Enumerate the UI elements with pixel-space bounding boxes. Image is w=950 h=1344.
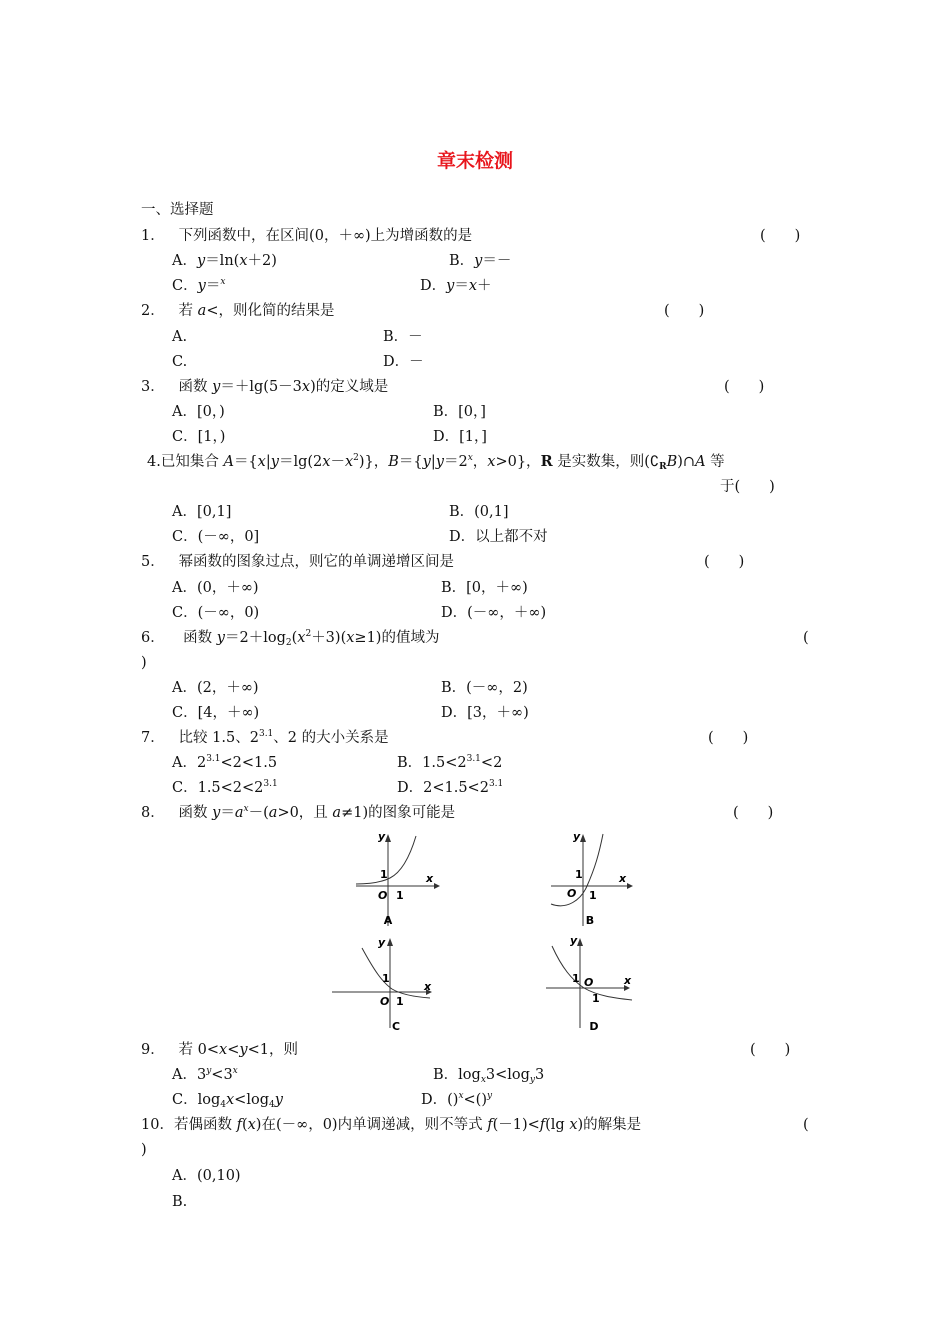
tick-y: 1 [382,972,390,985]
y-axis-label: y [378,830,386,843]
answer-paren-open: ( [803,630,809,646]
y-axis-label: y [378,936,386,949]
option-c: C．(－∞，0] [172,529,260,545]
tick-x: 1 [396,889,404,902]
graph-b-svg [545,830,635,930]
question-number: 5． [141,554,165,570]
option-c: C．$\log_4x<\log_4y$ [172,1092,283,1110]
graph-label: B [585,914,595,927]
x-axis-label: x [619,872,627,885]
answer-paren: 于( ) [720,479,775,495]
option-a: A．(2，＋∞) [172,680,259,696]
option-b: B．[0，＋∞) [441,580,528,596]
option-b: B．$1.5<2^{3.1}<2$ [397,754,503,771]
question-7: 7． 比较 1.5、$2^{3.1}$、2 的大小关系是 [141,729,389,746]
option-b: B．y＝－ [449,253,512,269]
question-4: 4.已知集合 $A=\{x|y=\lg(2x-x^2)\}$，$B=\{y|y=2^x$，x>0}，R 是实数集，则$(∁_RB)\cap A$ 等 [147,453,725,472]
origin-label: O [378,889,388,902]
tick-y: 1 [380,868,388,881]
option-b: B．－ [383,329,423,345]
question-number: 8． [141,805,165,821]
question-6: 6． 函数 $y=2+\log_2(x^2+3)(x\ge 1)$的值域为 [141,629,440,648]
option-d: D．()$^x$<()$^y$ [421,1091,493,1108]
option-d: D．以上都不对 [449,529,548,545]
option-a: A．y＝ln(x＋2) [172,253,277,269]
option-c: C．[1，) [172,429,226,445]
question-stem: 幂函数的图象过点，则它的单调递增区间是 [178,554,455,570]
option-b: B．(0,1] [449,504,509,520]
option-d: D．y＝x＋ [420,278,492,294]
graph-d-svg [540,932,650,1032]
option-a: A．[0,1] [172,504,232,520]
option-c: C．[4，＋∞) [172,705,260,721]
graph-c-svg [326,932,436,1032]
question-9: 9． 若 0<x<y<1，则 [141,1042,298,1058]
option-b: B．$\log_x3<\log_y3$ [433,1067,545,1085]
question-number: 9． [141,1042,165,1058]
tick-y: 1 [575,868,583,881]
option-a: A．(0，＋∞) [172,580,259,596]
question-number: 2． [141,303,165,319]
y-axis-label: y [573,830,581,843]
graph-d [540,932,650,1032]
answer-paren: ( ) [704,554,745,570]
option-a: A．$2^{3.1}<2<1.5$ [172,754,278,771]
x-axis-label: x [624,974,632,987]
option-d: D．$2<1.5<2^{3.1}$ [397,779,504,796]
origin-label: O [380,995,390,1008]
graph-label: D [589,1020,599,1033]
option-b: B．(－∞，2) [441,680,528,696]
graph-label: C [391,1020,401,1033]
graph-a-svg [350,830,440,930]
origin-label: O [567,887,577,900]
question-number: 4. [147,454,161,470]
tick-y: 1 [572,972,580,985]
option-a: A．(0,10) [172,1168,241,1184]
option-d: D．[1，] [433,429,487,445]
x-axis-label: x [424,980,432,993]
origin-label: O [584,976,594,989]
answer-paren-close: ) [141,655,147,671]
option-a: A．$3^y<3^x$ [172,1066,238,1083]
option-c: C．(－∞，0) [172,605,260,621]
answer-paren: ( ) [664,303,705,319]
question-number: 6． [141,630,165,646]
graph-a [350,830,440,930]
option-c: C. [172,354,188,370]
graph-c [326,932,436,1032]
question-5 [141,553,454,571]
question-2: 2． 若 a<，则化简的结果是 [141,303,335,319]
question-stem: 下列函数中，在区间(0，＋∞)上为增函数的是 [178,228,473,244]
question-10: 10．若偶函数 f(x)在(－∞，0)内单调递减，则不等式 f(－1)<f(lg x)的解集是 [141,1117,642,1133]
option-c: C．y＝$^x$ [172,277,226,294]
question-8: 8． 函数 $y=a^x-(a>0$，且 a≠1)的图象可能是 [141,804,456,821]
question-number: 7． [141,730,165,746]
graph-label: A [383,914,393,927]
question-1 [141,227,472,245]
tick-x: 1 [592,992,600,1005]
answer-paren: ( ) [760,228,801,244]
graph-b [545,830,635,930]
page-title: 章末检测 [436,150,513,172]
option-b: B．[0，] [433,404,486,420]
option-c: C．$1.5<2<2^{3.1}$ [172,779,278,796]
option-d: D．－ [383,354,424,370]
option-a: A．[0，) [172,404,225,420]
option-d: D．[3，＋∞) [441,705,529,721]
y-axis-label: y [570,934,578,947]
answer-paren: ( ) [724,379,765,395]
option-d: D．(－∞，＋∞) [441,605,547,621]
answer-paren-close: ) [141,1142,147,1158]
answer-paren: ( ) [708,730,749,746]
question-number: 1． [141,228,165,244]
question-3: 3． 函数 y＝＋lg(5－3x)的定义域是 [141,379,389,395]
option-b: B. [172,1194,188,1210]
question-number: 10． [141,1117,174,1133]
answer-paren: ( ) [750,1042,791,1058]
question-number: 3． [141,379,165,395]
x-axis-label: x [426,872,434,885]
tick-x: 1 [396,995,404,1008]
answer-paren: ( ) [733,805,774,821]
answer-paren-open: ( [803,1117,809,1133]
section-heading: 一、选择题 [141,202,214,218]
tick-x: 1 [589,889,597,902]
option-a: A. [172,329,188,345]
